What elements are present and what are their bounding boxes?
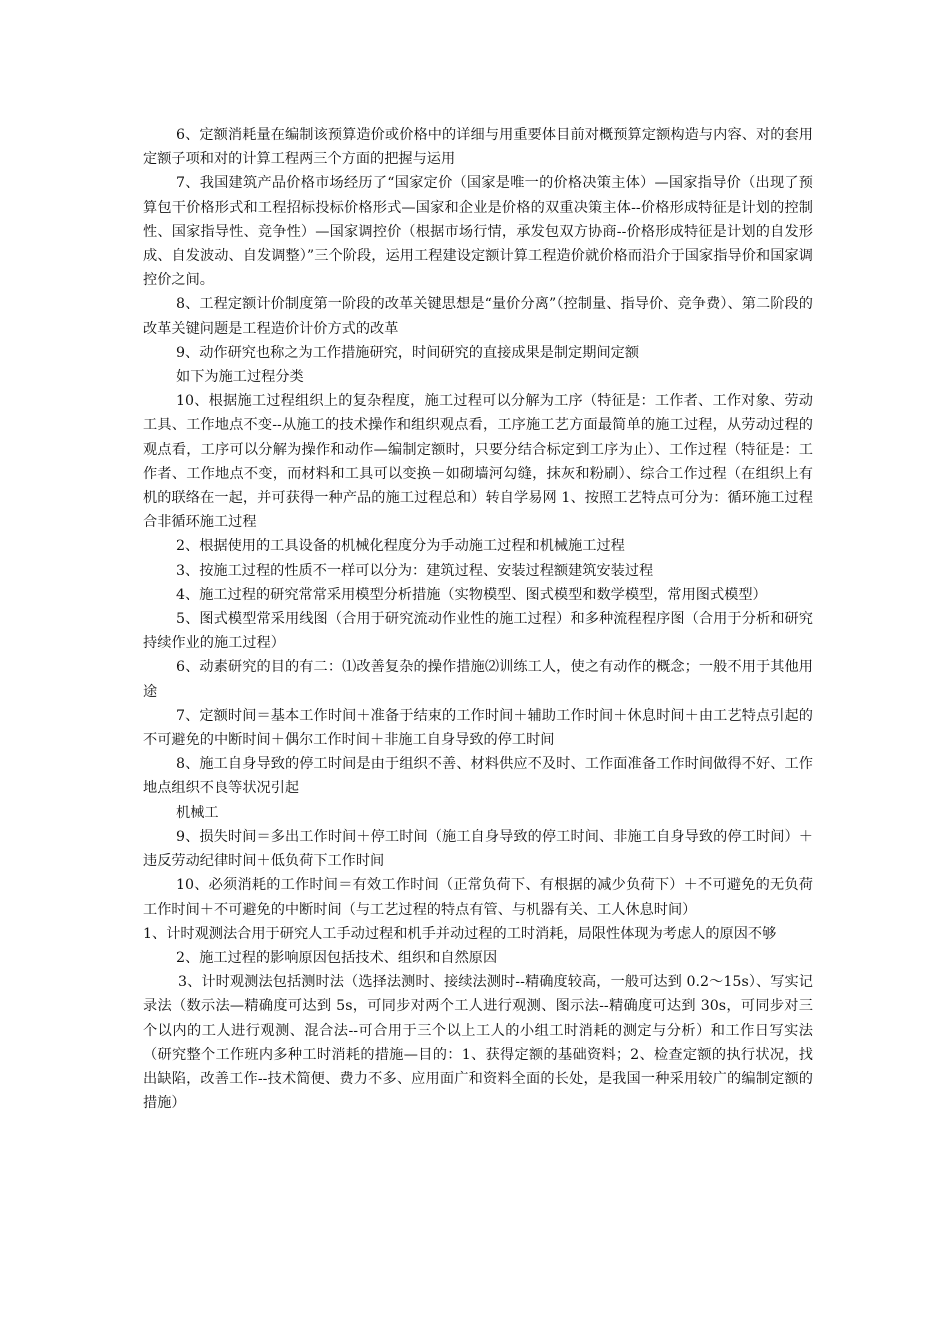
section-heading: 机械工 <box>176 804 219 821</box>
paragraph: 10、必须消耗的工作时间＝有效工作时间（正常负荷下、有根据的减少负荷下）＋不可避免的无负荷工作时间＋不可避免的中断时间（与工艺过程的特点有管、与机器有关、工人休息时间） <box>143 877 813 918</box>
paragraph: 1、计时观测法合用于研究人工手动过程和机手并动过程的工时消耗，局限性体现为考虑人的原因不够 <box>143 925 777 942</box>
paragraph: 4、施工过程的研究常常采用模型分析措施（实物模型、图式模型和数学模型，常用图式模型） <box>176 586 767 603</box>
paragraph: 10、根据施工过程组织上的复杂程度，施工过程可以分解为工序（特征是：工作者、工作对象、劳动工具、工作地点不变--从施工的技术操作和组织观点看，工序施工艺方面最简单的施工过程，从劳动过程的观点看，工序可以分解为操作和动作—编制定额时，只要分结合标定到工序为止）、工作过程（特征是：工作者、工作地点不变，而材料和工具可以变换－如砌墙河勾缝，抹灰和粉刷）、综合工作过程（在组织上有机的联络在一起，并可获得一种产品的施工过程总和）转自学易网 1、按照工艺特点可分为：循环施工过程合非循环施工过程 <box>143 393 813 531</box>
paragraph: 9、损失时间＝多出工作时间＋停工时间（施工自身导致的停工时间、非施工自身导致的停工时间）＋违反劳动纪律时间＋低负荷下工作时间 <box>143 828 813 870</box>
paragraph: 8、工程定额计价制度第一阶段的改革关键思想是“量价分离”（控制量、指导价、竞争费）、第二阶段的改革关键问题是工程造价计价方式的改革 <box>143 296 813 337</box>
paragraph: 2、根据使用的工具设备的机械化程度分为手动施工过程和机械施工过程 <box>176 538 625 555</box>
paragraph: 6、定额消耗量在编制该预算造价或价格中的详细与用重要体目前对概预算定额构造与内容、对的套用定额子项和对的计算工程两三个方面的把握与运用 <box>143 127 813 168</box>
paragraph: 8、施工自身导致的停工时间是由于组织不善、材料供应不及时、工作面准备工作时间做得不好、工作地点组织不良等状况引起 <box>143 756 813 797</box>
section-heading: 如下为施工过程分类 <box>176 369 304 386</box>
paragraph: 9、动作研究也称之为工作措施研究，时间研究的直接成果是制定期间定额 <box>176 344 640 361</box>
paragraph: 6、动素研究的目的有二：⑴改善复杂的操作措施⑵训练工人，使之有动作的概念；一般不用于其他用途 <box>143 659 813 700</box>
paragraph: 5、图式模型常采用线图（合用于研究流动作业性的施工过程）和多种流程程序图（合用于分析和研究持续作业的施工过程） <box>143 611 813 652</box>
paragraph: 3、按施工过程的性质不一样可以分为：建筑过程、安装过程额建筑安装过程 <box>176 562 654 579</box>
paragraph: 7、定额时间＝基本工作时间＋准备于结束的工作时间＋辅助工作时间＋休息时间＋由工艺特点引起的不可避免的中断时间＋偶尔工作时间＋非施工自身导致的停工时间 <box>143 707 813 749</box>
document-page <box>143 123 813 1115</box>
paragraph: 7、我国建筑产品价格市场经历了“国家定价（国家是唯一的价格决策主体）—国家指导价（出现了预算包干价格形式和工程招标投标价格形式—国家和企业是价格的双重决策主体--价格形成特征是计划的控制性、国家指导性、竞争性）—国家调控价（根据市场行情，承发包双方协商--价格形成特征是计划的自发形成、自发波动、自发调整）”三个阶段，运用工程建设定额计算工程造价就价格而沿介于国家指导价和国家调控价之间。 <box>143 175 813 289</box>
paragraph: 2、施工过程的影响原因包括技术、组织和自然原因 <box>176 949 498 966</box>
paragraph: 3、计时观测法包括测时法（选择法测时、接续法测时--精确度较高，一般可达到 0.2～15s）、写实记录法（数示法—精确度可达到 5s，可同步对两个工人进行观测、图示法--精确度可达到 30s，可同步对三个以内的工人进行观测、混合法--可合用于三个以上工人的小组工时消耗的测定与分析）和工作日写实法（研究整个工作班内多种工时消耗的措施—目的：1、获得定额的基础资料；2、检查定额的执行状况，找出缺陷，改善工作--技术简便、费力不多、应用面广和资料全面的长处，是我国一种采用较广的编制定额的措施） <box>143 974 813 1112</box>
